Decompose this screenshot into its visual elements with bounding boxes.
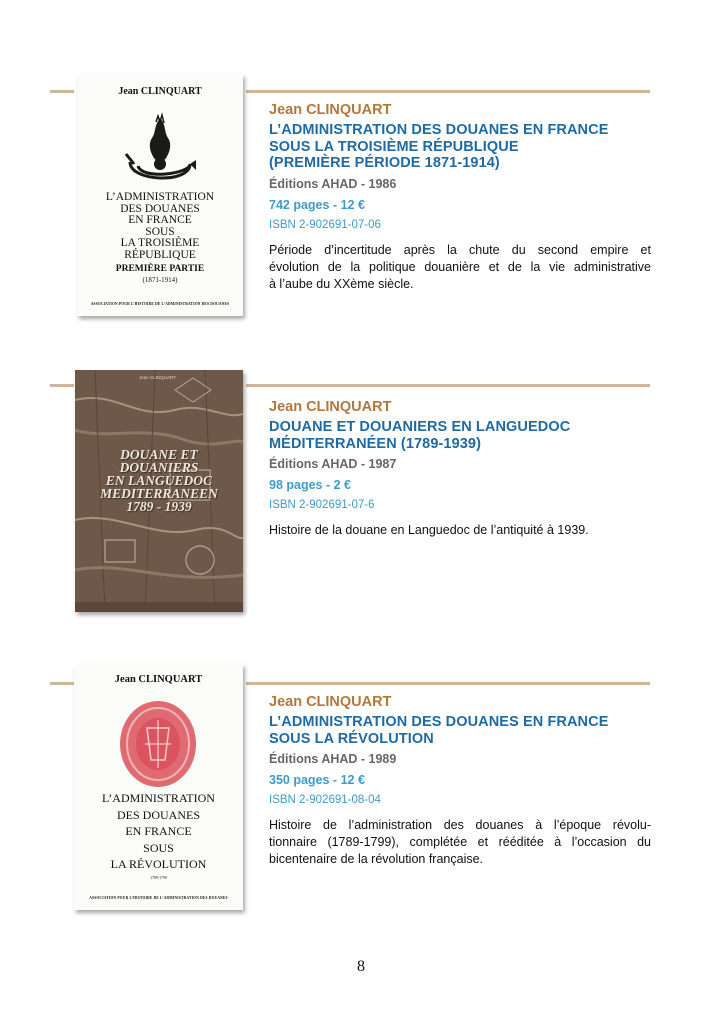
book-info-2 (269, 398, 651, 539)
book-description: Histoire de l’administration des douanes à l’époque révolu- tionnaire (1789-1799), complétée et rééditée à l’occasion du bicentenaire de la révolution française. (269, 818, 651, 866)
cover-title: L’ADMINISTRATION DES DOUANES EN FRANCE SOUS LA TROISIÈME RÉPUBLIQUE (105, 191, 215, 261)
book-title: L’ADMINISTRATION DES DOUANES EN FRANCE SOUS LA TROISIÈME RÉPUBLIQUE (PREMIÈRE PÉRIODE 1871-1914) (269, 122, 609, 171)
red-wax-seal-icon (117, 698, 199, 790)
book-title: L’ADMINISTRATION DES DOUANES EN FRANCE SOUS LA RÉVOLUTION (269, 714, 609, 747)
hunting-horn-grenade-icon (120, 112, 200, 192)
cover-title: L’ADMINISTRATION DES DOUANES EN FRANCE SOUS LA RÉVOLUTION (102, 791, 215, 871)
book-publisher: Éditions AHAD - 1986 (269, 176, 397, 191)
cover-title: DOUANE ET DOUANIERS EN LANGUEDOC MEDITERRANEEN 1789 - 1939 (100, 447, 218, 514)
section-rule-right (246, 682, 650, 685)
section-rule-left (50, 682, 74, 685)
book-cover-2 (75, 370, 243, 612)
cover-footer: ASSOCIATION POUR L’HISTOIRE DE L’ADMINISTRATION DES DOUANES (89, 896, 228, 900)
cover-author: Jean CLINQUART (114, 674, 203, 685)
book-description: Histoire de la douane en Languedoc de l’antiquité à 1939. (269, 523, 589, 537)
book-pages-price: 98 pages - 2 € (269, 478, 351, 492)
book-title: DOUANE ET DOUANIERS EN LANGUEDOC MÉDITERRANÉEN (1789-1939) (269, 419, 571, 452)
book-author: Jean CLINQUART (269, 399, 392, 415)
cover-dates: 1789-1799 (150, 876, 167, 880)
cover-dates: (1871-1914) (142, 276, 178, 284)
book-publisher: Éditions AHAD - 1987 (269, 457, 397, 471)
page-number: 8 (357, 958, 365, 975)
book-description: Période d’incertitude après la chute du second empire et évolution de la politique douanière et de la vie administrative à l’aube du XXème siècle. (269, 242, 651, 291)
section-rule-left (50, 90, 74, 93)
book-isbn: ISBN 2-902691-07-6 (269, 499, 375, 511)
book-cover-1 (77, 74, 243, 316)
section-rule-right (246, 384, 650, 387)
book-info-1 (269, 101, 651, 293)
book-isbn: ISBN 2-902691-08-04 (269, 794, 381, 806)
book-cover-3 (74, 664, 243, 910)
section-rule-left (50, 384, 74, 387)
cover-author: Jean CLINQUART (139, 375, 176, 380)
book-author: Jean CLINQUART (269, 694, 392, 710)
book-pages-price: 742 pages - 12 € (269, 197, 365, 212)
book-isbn: ISBN 2-902691-07-06 (269, 218, 381, 231)
book-info-3 (269, 693, 651, 868)
cover-author: Jean CLINQUART (118, 86, 202, 97)
book-pages-price: 350 pages - 12 € (269, 773, 365, 787)
section-rule-right (246, 90, 650, 93)
book-author: Jean CLINQUART (269, 102, 392, 118)
book-publisher: Éditions AHAD - 1989 (269, 752, 397, 766)
cover-footer: ASSOCIATION POUR L’HISTOIRE DE L’ADMINISTRATION DES DOUANES (90, 302, 230, 306)
cover-subtitle: PREMIÈRE PARTIE (115, 264, 205, 274)
